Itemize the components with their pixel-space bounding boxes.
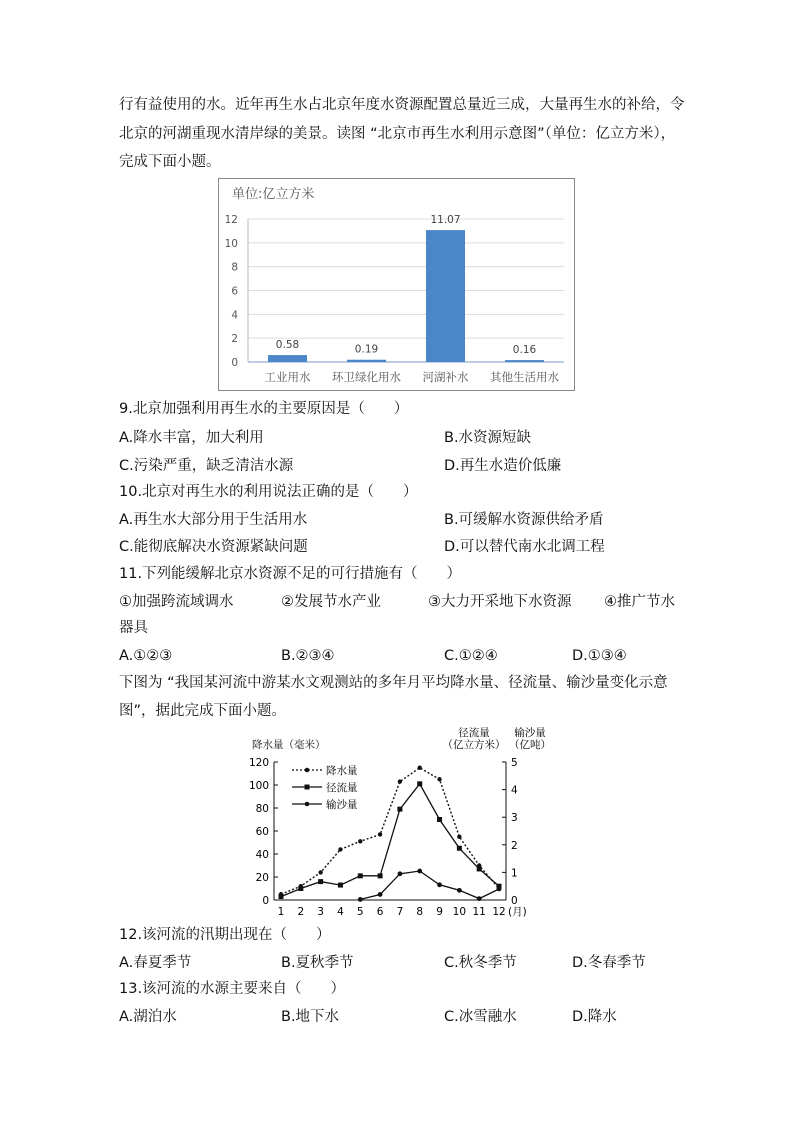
- q13-option-d[interactable]: D.降水: [572, 1009, 617, 1025]
- line-chart-point: [477, 896, 482, 901]
- q10-option-a[interactable]: A.再生水大部分用于生活用水: [119, 512, 308, 528]
- line-chart-left-tick-label: 60: [255, 826, 269, 838]
- q12-option-b[interactable]: B.夏秋季节: [281, 955, 354, 971]
- line-chart-x-unit: (月): [508, 906, 527, 918]
- bar-chart-svg: [218, 178, 576, 392]
- line-chart-point: [358, 897, 363, 902]
- q11-item-1: ①加强跨流域调水: [119, 594, 234, 610]
- line-chart-right-tick-label: 5: [511, 757, 518, 769]
- intro2-line-2: 图”，据此完成下面小题。: [119, 703, 287, 719]
- line-chart-point: [358, 873, 363, 878]
- line-chart-point: [437, 817, 442, 822]
- q9-option-b[interactable]: B.水资源短缺: [444, 430, 532, 446]
- q11-stem: 11.下列能缓解北京水资源不足的可行措施有（ ）: [119, 566, 462, 582]
- bar-chart-bar: [505, 360, 544, 362]
- q12-option-a[interactable]: A.春夏季节: [119, 955, 192, 971]
- line-chart-left-tick-label: 100: [248, 780, 269, 792]
- bar-chart-category-label: 工业用水: [264, 370, 311, 384]
- line-chart-x-tick-label: 10: [452, 906, 467, 918]
- q11-option-b[interactable]: B.②③④: [281, 648, 335, 664]
- line-chart-svg: [238, 724, 554, 920]
- bar-chart-ytick-label: 6: [231, 285, 238, 298]
- bar-chart-bar: [268, 355, 307, 362]
- bar-chart-ytick-label: 10: [224, 237, 238, 250]
- q13-option-c[interactable]: C.冰雪融水: [444, 1009, 517, 1025]
- line-chart-point: [457, 846, 462, 851]
- line-chart-legend-marker: [305, 785, 310, 790]
- q10-option-b[interactable]: B.可缓解水资源供给矛盾: [444, 512, 604, 528]
- line-chart-legend-label: 输沙量: [326, 799, 358, 811]
- line-chart-x-tick-label: 6: [376, 906, 384, 918]
- line-chart-x-tick-label: 5: [356, 906, 364, 918]
- line-chart-point: [378, 873, 383, 878]
- line-chart-left-axis-label: 降水量（毫米）: [252, 739, 326, 751]
- line-chart-right-axis-label-sediment: 输沙量: [514, 727, 546, 739]
- bar-chart-bar: [426, 230, 465, 362]
- bar-chart-ytick-label: 0: [231, 357, 238, 369]
- line-chart-point: [378, 892, 383, 897]
- line-chart-right-tick-label: 0: [511, 895, 518, 907]
- bar-chart-ytick-label: 4: [231, 309, 238, 322]
- bar-chart: [218, 178, 576, 396]
- bar-chart-ytick-label: 2: [231, 333, 238, 346]
- q11-item-4-cont: 器具: [119, 620, 148, 636]
- line-chart-point: [457, 888, 462, 893]
- q11-option-a[interactable]: A.①②③: [119, 648, 173, 664]
- line-chart-point: [338, 883, 343, 888]
- line-chart-left-tick-label: 20: [255, 872, 269, 884]
- line-chart-right-axis-unit-sediment: （亿吨）: [509, 739, 551, 751]
- bar-chart-data-label: 11.07: [430, 214, 461, 227]
- bar-chart-category-label: 其他生活用水: [490, 370, 559, 384]
- line-chart-point: [437, 882, 442, 887]
- line-chart-point: [418, 766, 422, 770]
- line-chart-x-tick-label: 8: [416, 906, 424, 918]
- q11-item-3: ③大力开采地下水资源: [428, 594, 572, 610]
- line-chart-point: [318, 870, 322, 874]
- line-chart-right-tick-label: 2: [511, 839, 518, 852]
- q10-option-d[interactable]: D.可以替代南水北调工程: [444, 539, 605, 555]
- line-chart-point: [298, 886, 303, 891]
- line-chart-point: [417, 781, 422, 786]
- q9-option-a[interactable]: A.降水丰富，加大利用: [119, 430, 264, 446]
- bar-chart-data-label: 0.19: [354, 343, 379, 356]
- line-chart-x-tick-label: 7: [396, 906, 404, 918]
- q11-item-4: ④推广节水: [604, 594, 675, 610]
- q13-stem: 13.该河流的水源主要来自（ ）: [119, 981, 346, 997]
- q12-stem: 12.该河流的汛期出现在（ ）: [119, 927, 331, 943]
- line-chart-point: [398, 779, 402, 783]
- line-chart-legend-marker: [305, 802, 310, 807]
- intro-line-1: 行有益使用的水。近年再生水占北京年度水资源配置总量近三成，大量再生水的补给，令: [119, 97, 685, 113]
- line-chart-series-line: [281, 784, 499, 897]
- bar-chart-data-label: 0.58: [275, 339, 300, 352]
- line-chart-x-tick-label: 3: [317, 906, 324, 918]
- line-chart-x-tick-label: 11: [472, 906, 486, 918]
- intro-line-3: 完成下面小题。: [119, 154, 221, 170]
- line-chart-point: [437, 777, 441, 781]
- bar-chart-category-label: 环卫绿化用水: [332, 370, 401, 384]
- line-chart-left-tick-label: 80: [255, 803, 269, 815]
- q9-option-c[interactable]: C.污染严重，缺乏清洁水源: [119, 458, 294, 474]
- line-chart-point: [417, 869, 422, 874]
- line-chart-right-tick-label: 1: [511, 867, 518, 880]
- q11-item-2: ②发展节水产业: [281, 594, 381, 610]
- q12-option-d[interactable]: D.冬春季节: [572, 955, 646, 971]
- q11-option-d[interactable]: D.①③④: [572, 648, 627, 664]
- line-chart-point: [457, 835, 461, 839]
- q11-option-c[interactable]: C.①②④: [444, 648, 498, 664]
- line-chart-right-axis-unit-runoff: （亿立方米）: [442, 739, 506, 751]
- line-chart-point: [279, 894, 284, 899]
- q10-stem: 10.北京对再生水的利用说法正确的是（ ）: [119, 484, 418, 500]
- q12-option-c[interactable]: C.秋冬季节: [444, 955, 517, 971]
- bar-chart-data-label: 0.16: [512, 344, 537, 357]
- line-chart-x-tick-label: 4: [337, 906, 344, 918]
- line-chart-point: [398, 871, 403, 876]
- line-chart-x-tick-label: 2: [297, 906, 305, 918]
- line-chart-left-tick-label: 40: [255, 849, 269, 861]
- line-chart-x-tick-label: 1: [277, 906, 285, 918]
- line-chart-point: [397, 807, 402, 812]
- line-chart-x-tick-label: 9: [436, 906, 443, 918]
- q13-option-a[interactable]: A.湖泊水: [119, 1009, 177, 1025]
- line-chart-point: [358, 839, 362, 843]
- bar-chart-ytick-label: 12: [224, 214, 238, 226]
- intro2-line-1: 下图为 “我国某河流中游某水文观测站的多年月平均降水量、径流量、输沙量变化示意: [119, 675, 668, 691]
- intro-line-2: 北京的河湖重现水清岸绿的美景。读图 “北京市再生水利用示意图”（单位：亿立方米），: [119, 126, 676, 142]
- q10-option-c[interactable]: C.能彻底解决水资源紧缺问题: [119, 539, 308, 555]
- bar-chart-ytick-label: 8: [231, 261, 238, 274]
- line-chart-point: [378, 832, 382, 836]
- line-chart-legend-label: 降水量: [326, 765, 358, 777]
- line-chart-legend-marker: [305, 768, 310, 773]
- line-chart-legend-label: 径流量: [326, 782, 358, 794]
- bar-chart-title: 单位:亿立方米: [232, 187, 315, 202]
- line-chart-point: [318, 879, 323, 884]
- line-chart-right-tick-label: 4: [511, 784, 518, 797]
- line-chart-point: [477, 866, 482, 871]
- line-chart-point: [338, 847, 342, 851]
- line-chart-left-tick-label: 120: [248, 757, 269, 769]
- bar-chart-bar: [347, 360, 386, 362]
- q9-stem: 9.北京加强利用再生水的主要原因是（ ）: [119, 401, 409, 417]
- line-chart-x-tick-label: 12: [492, 906, 506, 918]
- q13-option-b[interactable]: B.地下水: [281, 1009, 340, 1025]
- line-chart-right-axis-label-runoff: 径流量: [458, 727, 490, 739]
- line-chart: [238, 724, 554, 924]
- q9-option-d[interactable]: D.再生水造价低廉: [444, 458, 562, 474]
- line-chart-point: [497, 887, 502, 892]
- line-chart-left-tick-label: 0: [262, 895, 269, 907]
- line-chart-right-tick-label: 3: [511, 812, 518, 825]
- bar-chart-category-label: 河湖补水: [422, 370, 469, 384]
